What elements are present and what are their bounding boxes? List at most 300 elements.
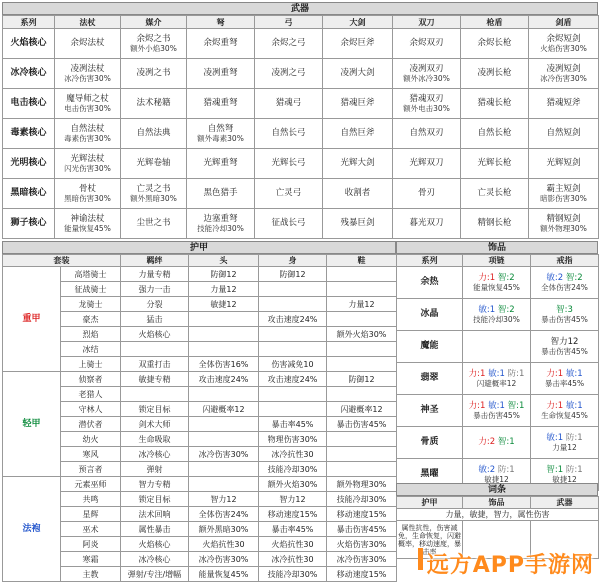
armor-cell: 攻击速度24% [259,312,327,327]
armor-set-name: 幼火 [61,432,121,447]
armor-cell: 锁定目标 [121,492,189,507]
armor-set-name: 元素巫师 [61,477,121,492]
weapon-name: 精钢长枪 [477,218,512,228]
weapon-series: 黑暗核心 [3,179,55,209]
weapon-name: 光辉双刀 [409,158,444,168]
weapon-cell [393,179,461,209]
weapon-name: 猎魂巨斧 [340,98,375,108]
armor-cell: 法术回响 [121,507,189,522]
weapon-cell [393,149,461,179]
accessory-series: 黑曜 [397,459,463,491]
armor-set-name: 侦察者 [61,372,121,387]
accessory-stats [531,402,598,411]
weapon-cell [393,59,461,89]
accessories-table [396,254,599,491]
weapon-name: 霸主短剑 [546,183,581,194]
weapon-cell [461,149,529,179]
weapon-cell [529,179,599,209]
armor-cell [121,342,189,357]
weapon-name: 余烬巨斧 [340,38,375,48]
armor-row [3,387,397,402]
armor-cell: 力量专精 [121,267,189,282]
affix-desc: 力量，敏捷，智力，属性伤害 [397,509,599,521]
accessory-bonus: 能量恢复45% [473,282,520,292]
armor-cell: 防御12 [189,267,259,282]
weapon-name: 凌冽重弩 [203,68,238,78]
accessory-row [397,427,599,459]
stat-value: 敏:1 [488,400,505,411]
armor-row [3,267,397,282]
armor-cell [259,387,327,402]
accessory-bonus: 敏捷12 [484,474,509,484]
accessory-series: 骨质 [397,427,463,459]
armor-cell [189,417,259,432]
armor-set-name: 烈焰 [61,327,121,342]
weapon-cell [121,89,187,119]
stat-value: 智:1 [497,437,515,447]
armor-cell: 智力专精 [121,477,189,492]
weapon-cell [55,89,121,119]
stat-value: 敏:1 [546,432,564,443]
stat-value: 防:1 [565,432,583,443]
armor-cell [327,282,397,297]
weapon-name: 余烬之书 [136,33,171,44]
accessory-bonus: 技能冷却30% [473,314,520,324]
accessory-bonus: 生命恢复45% [541,410,588,420]
weapons-col-header: 剑盾 [529,16,599,29]
stat-value: 敏:1 [565,368,583,379]
accessory-row [397,331,599,363]
stat-value: 力:1 [546,400,564,411]
weapon-name: 黑色猎手 [203,188,238,198]
armor-set-name: 寒霜 [61,552,121,567]
watermark-text: 远方APP手游网 [426,553,594,578]
armor-row [3,462,397,477]
accessory-row [397,267,599,299]
armor-cell [327,447,397,462]
weapon-bonus: 额外电击30% [403,103,450,113]
accessory-series: 神圣 [397,395,463,427]
stat-value: 力:2 [478,437,496,447]
col-affix-acc: 饰品 [463,497,531,509]
accessories-header: 饰品 [396,241,598,254]
accessory-cell [463,427,531,459]
accessory-bonus: 全体伤害24% [541,282,588,292]
armor-cell: 力量12 [327,297,397,312]
armor-set-name: 高塔骑士 [61,267,121,282]
weapon-cell [323,89,393,119]
weapon-name: 骨杖 [78,183,96,194]
watermark-logo [418,548,594,579]
stat-value: 力:1 [468,368,486,379]
weapon-name: 余烬双刃 [409,38,444,48]
weapon-cell [461,209,529,239]
armor-cell: 额外火焰30% [327,327,397,342]
armor-cell [189,477,259,492]
armor-cell: 闪避概率12 [327,402,397,417]
weapon-name: 凌冽短剑 [546,63,581,74]
armor-cell: 技能冷却30% [327,492,397,507]
weapon-name: 猎魂短斧 [546,98,581,108]
armor-cell: 火焰核心 [121,537,189,552]
armor-cell: 弹射/专注/增幅 [121,567,189,582]
weapon-cell [323,29,393,59]
accessory-stats [531,434,598,443]
weapon-bonus: 额外毒素30% [197,133,244,143]
weapon-name: 余烬之弓 [271,38,306,48]
accessory-stats [463,402,530,411]
armor-cell: 弹射 [121,462,189,477]
armor-cell: 技能冷却30% [259,462,327,477]
armor-row [3,567,397,582]
armor-set-name: 冰结 [61,342,121,357]
weapon-name: 骨刃 [417,188,435,198]
weapon-cell [323,119,393,149]
weapon-name: 猎魂双刃 [409,93,444,104]
armor-set-name: 寒风 [61,447,121,462]
armor-row [3,477,397,492]
weapon-cell [461,179,529,209]
weapon-cell [529,119,599,149]
weapon-name: 亡灵弓 [275,188,302,198]
weapon-name: 光辉长弓 [271,158,306,168]
weapon-name: 凌冽长枪 [477,68,512,78]
stat-value: 敏:1 [488,368,505,379]
armor-cell: 属性暴击 [121,522,189,537]
armor-cell [259,342,327,357]
armor-cell [189,327,259,342]
weapon-name: 凌冽法杖 [70,63,105,74]
accessory-bonus: 暴击率45% [544,378,585,388]
accessory-bonus: 闪避概率12 [476,378,517,388]
accessories-column-headers [397,255,599,267]
armor-cell [189,462,259,477]
armor-set-name: 潜伏者 [61,417,121,432]
weapon-cell [255,119,323,149]
armor-cell: 额外火焰30% [259,477,327,492]
weapon-cell [529,149,599,179]
armor-set-name: 预言者 [61,462,121,477]
armor-row [3,402,397,417]
armor-cell: 移动速度15% [327,567,397,582]
weapon-cell [187,119,255,149]
weapon-cell [255,209,323,239]
armor-cell: 智力12 [259,492,327,507]
col-head: 头 [189,255,259,267]
stat-value: 智:2 [497,272,515,283]
weapon-cell [121,149,187,179]
weapon-bonus: 电击伤害30% [64,103,111,113]
armor-row [3,342,397,357]
weapon-name: 自然法典 [136,128,171,138]
armor-set-name: 豪杰 [61,312,121,327]
weapon-row [3,89,599,119]
stat-value: 敏:2 [478,464,496,475]
weapon-name: 猎魂重弩 [203,98,238,108]
weapon-name: 凌冽双刃 [409,63,444,74]
armor-row [3,552,397,567]
stat-value: 敏:1 [478,304,496,315]
weapon-bonus: 火焰伤害30% [540,43,587,53]
armor-row [3,282,397,297]
affixes-header: 词条 [396,483,598,496]
armor-cell [189,432,259,447]
armor-cell: 冰冷核心 [121,447,189,462]
armor-set-name: 主教 [61,567,121,582]
accessory-stats [531,370,598,379]
stat-value: 敏:1 [565,400,583,411]
armor-cell [259,297,327,312]
weapon-name: 光辉法杖 [70,153,105,164]
weapon-cell [461,119,529,149]
weapon-cell [121,119,187,149]
weapon-cell [461,29,529,59]
armor-cell [327,432,397,447]
accessory-cell [531,299,599,331]
weapon-cell [121,59,187,89]
armor-cell: 强力一击 [121,282,189,297]
stat-value: 敏:2 [546,272,564,283]
accessory-cell [531,331,599,363]
weapon-cell [187,59,255,89]
armor-cell [259,402,327,417]
armor-row [3,522,397,537]
armor-cell: 全体伤害16% [189,357,259,372]
armor-cell: 攻击速度24% [259,372,327,387]
accessory-row [397,363,599,395]
armor-cell: 敏捷12 [189,297,259,312]
weapons-col-header: 双刀 [393,16,461,29]
armor-cell [327,462,397,477]
armor-row [3,372,397,387]
armor-cell: 暴击率45% [259,417,327,432]
weapon-cell [255,179,323,209]
armor-cell: 移动速度15% [327,507,397,522]
armor-cell: 防御12 [259,267,327,282]
armor-cell [327,312,397,327]
accessory-bonus: 暴击伤害45% [541,346,588,356]
weapon-cell [187,29,255,59]
accessory-stats [463,274,530,283]
weapon-cell [255,29,323,59]
armor-cell: 火焰核心 [121,327,189,342]
stat-value: 力:1 [546,368,564,379]
weapon-bonus: 闪光伤害30% [64,163,111,173]
weapon-cell [393,119,461,149]
armor-cell: 暴击率45% [259,522,327,537]
weapon-row [3,149,599,179]
armor-cell [121,387,189,402]
armor-cell [327,387,397,402]
weapon-name: 光辉卷轴 [136,158,171,168]
weapons-table [2,15,599,239]
weapon-cell [121,29,187,59]
weapon-bonus: 黑暗伤害30% [64,193,111,203]
weapon-name: 余烬重弩 [203,38,238,48]
weapon-cell [255,149,323,179]
weapon-name: 凌冽之弓 [271,68,306,78]
accessory-cell [463,267,531,299]
weapon-cell [529,29,599,59]
weapon-name: 余烬长枪 [477,38,512,48]
weapon-row [3,29,599,59]
accessory-bonus: 力量12 [552,442,577,452]
armor-cell: 冰冷核心 [121,552,189,567]
weapon-cell [55,209,121,239]
weapon-name: 精钢短剑 [546,213,581,224]
armor-set-name: 星辉 [61,507,121,522]
armor-cell [327,357,397,372]
weapon-bonus: 额外物理30% [540,223,587,233]
accessory-cell [531,395,599,427]
weapons-col-header: 媒介 [121,16,187,29]
armor-cell: 伤害减免10 [259,357,327,372]
weapon-bonus: 技能冷却30% [197,223,244,233]
weapon-cell [393,29,461,59]
weapons-col-header: 枪盾 [461,16,529,29]
accessory-series: 翡翠 [397,363,463,395]
armor-set-name: 守林人 [61,402,121,417]
stat-value: 力:1 [468,400,486,411]
stat-value: 智力12 [550,336,579,347]
armor-set-name: 巫术 [61,522,121,537]
stat-value: 力:1 [478,272,496,283]
weapon-name: 残暴巨剑 [340,218,375,228]
armor-set-name: 老猎人 [61,387,121,402]
weapons-col-header: 弓 [255,16,323,29]
armor-cell [327,267,397,282]
weapon-name: 神谕法杖 [70,213,105,224]
weapon-cell [55,149,121,179]
weapon-cell [393,209,461,239]
weapon-cell [121,179,187,209]
weapon-cell [187,209,255,239]
weapon-name: 光辉重弩 [203,158,238,168]
armor-set-name: 阿炎 [61,537,121,552]
weapon-cell [323,149,393,179]
weapon-name: 魔导师之杖 [66,93,109,104]
armor-header: 护甲 [2,241,396,254]
weapon-cell [323,209,393,239]
weapons-col-header: 法杖 [55,16,121,29]
accessory-cell [531,267,599,299]
stat-value: 智:1 [546,464,564,475]
accessory-bonus: 暴击伤害45% [541,314,588,324]
weapon-name: 尘世之书 [136,218,171,228]
armor-row [3,417,397,432]
accessory-series: 余热 [397,267,463,299]
weapon-name: 光辉长枪 [477,158,512,168]
accessory-stats [463,466,530,475]
armor-set-name: 共鸣 [61,492,121,507]
weapon-cell [255,59,323,89]
weapon-cell [187,89,255,119]
weapon-cell [55,59,121,89]
col-bond: 羁绊 [121,255,189,267]
armor-row [3,507,397,522]
weapon-cell [393,89,461,119]
weapon-bonus: 额外小焰30% [130,43,177,53]
weapon-bonus: 额外冰冷30% [403,73,450,83]
weapon-cell [187,149,255,179]
armor-cell: 猛击 [121,312,189,327]
armor-cell: 物理伤害30% [259,432,327,447]
weapon-name: 收割者 [344,188,371,198]
weapon-bonus: 冰冷伤害30% [540,73,587,83]
armor-cell: 火焰抗性30 [189,537,259,552]
weapons-header: 武器 [2,2,598,15]
weapon-series: 毒素核心 [3,119,55,149]
weapon-name: 自然短剑 [546,128,581,138]
armor-cell: 攻击速度24% [189,372,259,387]
armor-column-headers [3,255,397,267]
weapon-bonus: 额外黑暗30% [130,193,177,203]
accessory-series: 魔能 [397,331,463,363]
armor-cell: 移动速度15% [259,507,327,522]
weapon-cell [529,59,599,89]
col-affix-weapon: 武器 [531,497,599,509]
armor-cell: 力量12 [189,282,259,297]
armor-cell [189,387,259,402]
weapon-cell [255,89,323,119]
armor-cell: 火焰伤害30% [327,537,397,552]
armor-cell: 防御12 [327,372,397,387]
armor-cell [189,342,259,357]
accessory-cell [463,331,531,363]
col-affix-armor: 护甲 [397,497,463,509]
weapon-row [3,59,599,89]
weapon-row [3,179,599,209]
col-body: 身 [259,255,327,267]
armor-cell: 闪避概率12 [189,402,259,417]
accessory-stats [531,466,598,475]
weapon-cell [323,59,393,89]
accessory-stats [463,438,530,447]
weapon-name: 暮光双刀 [409,218,444,228]
weapon-series: 狮子核心 [3,209,55,239]
col-set: 套装 [3,255,121,267]
armor-cell: 敏捷专精 [121,372,189,387]
weapon-cell [529,209,599,239]
weapon-cell [529,89,599,119]
weapon-name: 法术秘籍 [136,98,171,108]
armor-cell: 冰冷抗性30 [259,447,327,462]
weapon-name: 猎魂长枪 [477,98,512,108]
armor-cell: 技能冷却30% [259,567,327,582]
armor-set-name: 龙骑士 [61,297,121,312]
accessory-bonus: 暴击伤害45% [473,410,520,420]
stat-value: 智:2 [497,304,515,315]
equipment-sheet [2,2,598,581]
armor-cell: 锁定目标 [121,402,189,417]
armor-cell: 冰冷伤害30% [189,552,259,567]
accessory-stats [463,370,530,379]
weapon-row [3,119,599,149]
weapon-row [3,209,599,239]
stat-value: 智:2 [565,272,583,283]
weapon-series: 冰冷核心 [3,59,55,89]
armor-cell: 生命吸取 [121,432,189,447]
armor-row [3,297,397,312]
armor-cell: 暴击伤害45% [327,417,397,432]
weapon-name: 余烬法杖 [70,38,105,48]
armor-group-label: 重甲 [3,267,61,372]
armor-cell [259,282,327,297]
accessory-cell [531,363,599,395]
weapon-bonus: 能量恢复45% [64,223,111,233]
armor-cell: 分裂 [121,297,189,312]
weapon-name: 凌冽大剑 [340,68,375,78]
